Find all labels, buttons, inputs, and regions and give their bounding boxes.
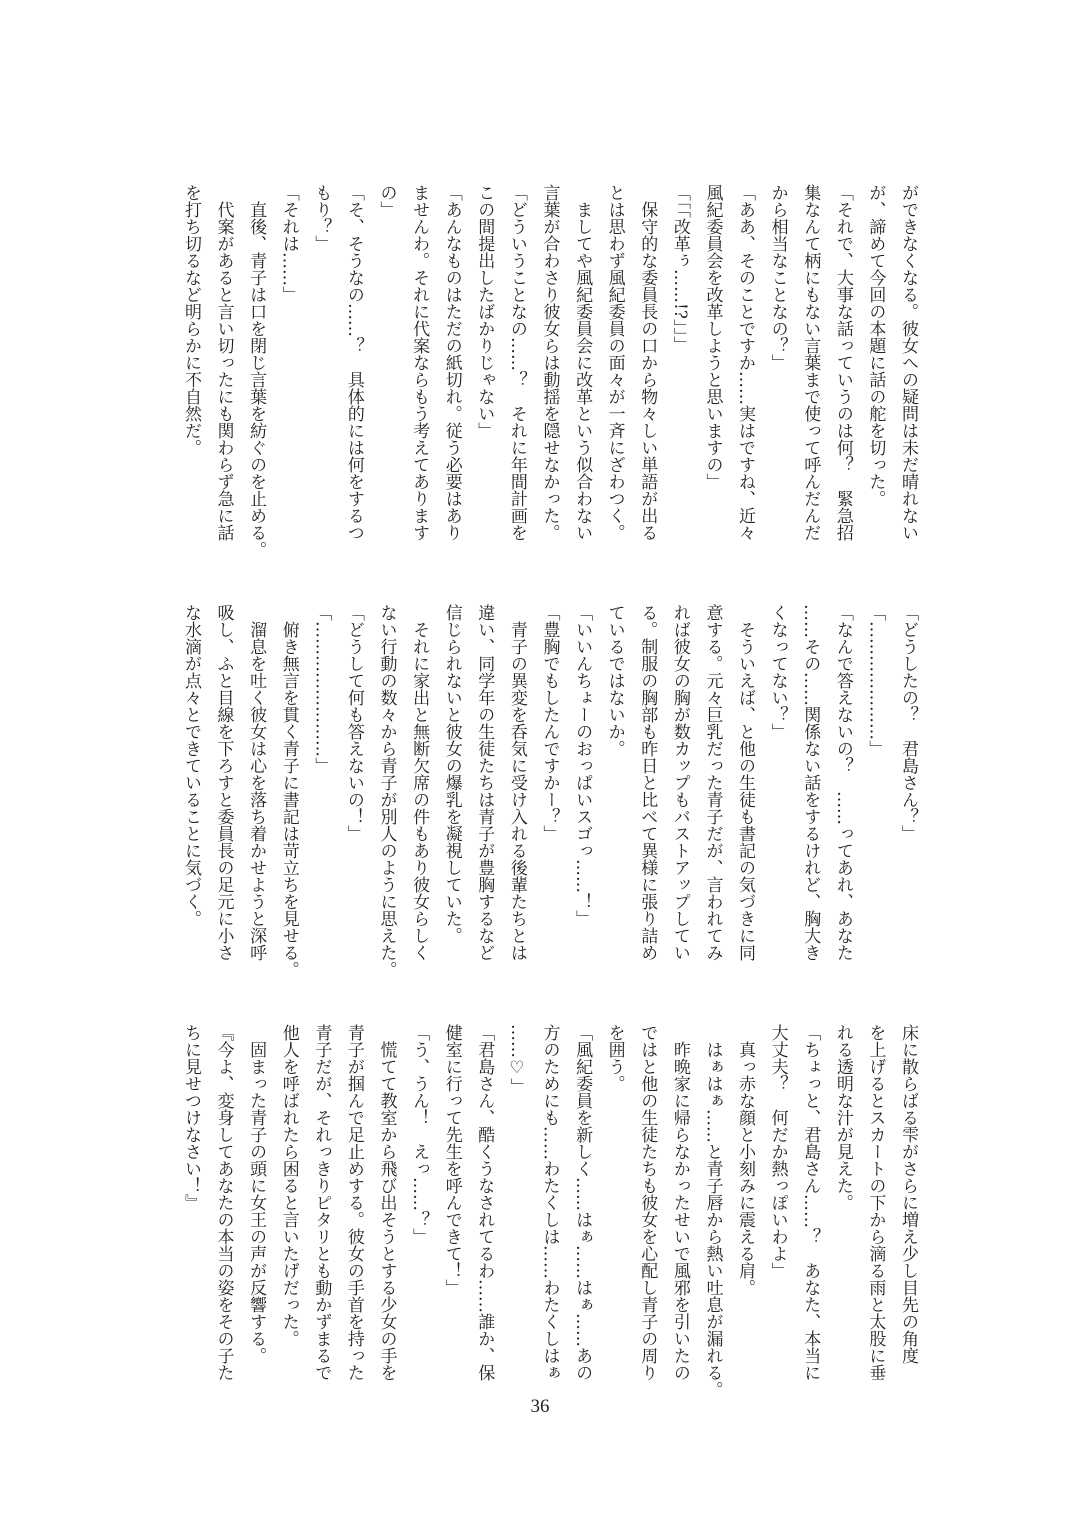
text-column: 慌てて教室から飛び出そうとする少女の手を — [376, 1024, 397, 1381]
text-column: 「どういうことなの……？ それに年間計画を — [506, 184, 527, 541]
text-column: ない行動の数々から青子が別人のように思えた。 — [376, 604, 397, 978]
text-column: の」 — [376, 184, 397, 218]
text-tier-bottom — [172, 1024, 924, 1398]
text-column: 風紀委員会を改革しようと思いますの」 — [702, 184, 723, 490]
text-column: そういえば、と他の生徒も書記の気づきに同 — [735, 604, 756, 961]
text-column: 固まった青子の頭に女王の声が反響する。 — [246, 1024, 267, 1364]
text-column: ……その……関係ない話をするけれど、胸大き — [800, 604, 821, 961]
text-column: もり？」 — [311, 184, 332, 252]
text-column: 「豊胸でもしたんですかー？」 — [539, 604, 560, 842]
text-column: な水滴が点々とできていることに気づく。 — [180, 604, 201, 927]
text-column: 「それで、大事な話っていうのは何？ 緊急招 — [832, 184, 853, 541]
text-column: 「…………………」 — [865, 604, 886, 757]
text-column: 青子だが、それっきりピタリとも動かずまるで — [311, 1024, 332, 1381]
text-column: 直後、青子は口を閉じ言葉を紡ぐのを止める。 — [246, 184, 267, 558]
text-column: 意する。元々巨乳だった青子だが、言われてみ — [702, 604, 723, 961]
text-column: この間提出したばかりじゃない」 — [474, 184, 495, 439]
text-column: 『今よ、変身してあなたの本当の姿をその子た — [213, 1024, 234, 1381]
text-column: 「あんなものはただの紙切れ。従う必要はあり — [441, 184, 462, 541]
text-column: を囲う。 — [604, 1024, 625, 1092]
text-column: 信じられないと彼女の爆乳を凝視していた。 — [441, 604, 462, 944]
text-column: 溜息を吐く彼女は心を落ち着かせようと深呼 — [246, 604, 267, 961]
text-column: 「なんで答えないの？ ……ってあれ、あなた — [832, 604, 853, 961]
text-column: ませんわ。それに代案ならもう考えてあります — [409, 184, 430, 541]
text-column: ではと他の生徒たちも彼女を心配し青子の周り — [637, 1024, 658, 1381]
text-column: 「そ、そうなの……？ 具体的には何をするつ — [343, 184, 364, 541]
text-column: ているではないか。 — [604, 604, 625, 757]
text-column: 「「「改革ぅ……!?」」」 — [669, 184, 690, 353]
text-column: 青子の異変を呑気に受け入れる後輩たちとは — [506, 604, 527, 961]
text-column: はぁはぁ……と青子唇から熱い吐息が漏れる。 — [702, 1024, 723, 1398]
text-column: る。制服の胸部も昨日と比べて異様に張り詰め — [637, 604, 658, 961]
text-column: 方のためにも……わたくしは……わたくしはぁ — [539, 1024, 560, 1381]
text-column: 他人を呼ばれたら困ると言いたげだった。 — [278, 1024, 299, 1347]
text-column: 代案があると言い切ったにも関わらず急に話 — [213, 184, 234, 541]
text-column: を上げるとスカートの下から滴る雨と太股に垂 — [865, 1024, 886, 1381]
text-column: を打ち切るなど明らかに不自然だ。 — [180, 184, 201, 456]
text-column: が、諦めて今回の本題に話の舵を切った。 — [865, 184, 886, 507]
text-column: 「どうしたの？ 君島さん？」 — [898, 604, 918, 842]
text-column: くなってない？」 — [767, 604, 788, 740]
text-column: 真っ赤な顔と小刻みに震える肩。 — [735, 1024, 756, 1296]
text-column: 「いいんちょーのおっぱいスゴっ……！」 — [572, 604, 593, 927]
text-column: 「それは……」 — [278, 184, 299, 303]
text-column: 「どうして何も答えないの！」 — [343, 604, 364, 842]
text-column: 集なんて柄にもない言葉まで使って呼んだんだ — [800, 184, 821, 541]
text-column: から相当なことなの？」 — [767, 184, 788, 371]
text-column: 言葉が合わさり彼女らは動揺を隠せなかった。 — [539, 184, 560, 541]
page-number: 36 — [530, 1396, 550, 1417]
text-column: 俯き無言を貫く青子に書記は苛立ちを見せる。 — [278, 604, 299, 978]
text-column: ちに見せつけなさい！』 — [180, 1024, 201, 1211]
text-column: 「ああ、そのことですか……実はですね、近々 — [735, 184, 756, 541]
text-column: 床に散らばる雫がさらに増え少し目先の角度 — [898, 1024, 918, 1364]
text-tier-middle — [172, 604, 924, 978]
text-column: 「ちょっと、君島さん……？ あなた、本当に — [800, 1024, 821, 1381]
text-column: 「……………………」 — [311, 604, 332, 774]
text-column: 保守的な委員長の口から物々しい単語が出る — [637, 184, 658, 541]
text-column: 健室に行って先生を呼んできて！」 — [441, 1024, 462, 1296]
text-column: ができなくなる。彼女への疑問は未だ晴れない — [898, 184, 918, 541]
text-column: ……♡」 — [506, 1024, 527, 1095]
text-column: れば彼女の胸が数カップもバストアップしてい — [669, 604, 690, 961]
text-column: とは思わず風紀委員の面々が一斉にざわつく。 — [604, 184, 625, 541]
text-column: れる透明な汁が見えた。 — [832, 1024, 853, 1211]
text-column: 「風紀委員を新しく……はぁ……はぁ……あの — [572, 1024, 593, 1381]
text-column: ましてや風紀委員会に改革という似合わない — [572, 184, 593, 541]
text-column: 「う、うん！ えっ……？」 — [409, 1024, 430, 1245]
text-column: 吸し、ふと目線を下ろすと委員長の足元に小さ — [213, 604, 234, 961]
text-column: 違い、同学年の生徒たちは青子が豊胸するなど — [474, 604, 495, 961]
text-column: それに家出と無断欠席の件もあり彼女らしく — [409, 604, 430, 961]
text-column: 大丈夫？ 何だか熱っぽいわよ」 — [767, 1024, 788, 1279]
text-column: 昨晩家に帰らなかったせいで風邪を引いたの — [669, 1024, 690, 1381]
text-column: 「君島さん、酷くうなされてるわ……誰か、保 — [474, 1024, 495, 1381]
text-column: 青子が掴んで足止めする。彼女の手首を持った — [343, 1024, 364, 1381]
text-tier-top — [172, 184, 924, 558]
